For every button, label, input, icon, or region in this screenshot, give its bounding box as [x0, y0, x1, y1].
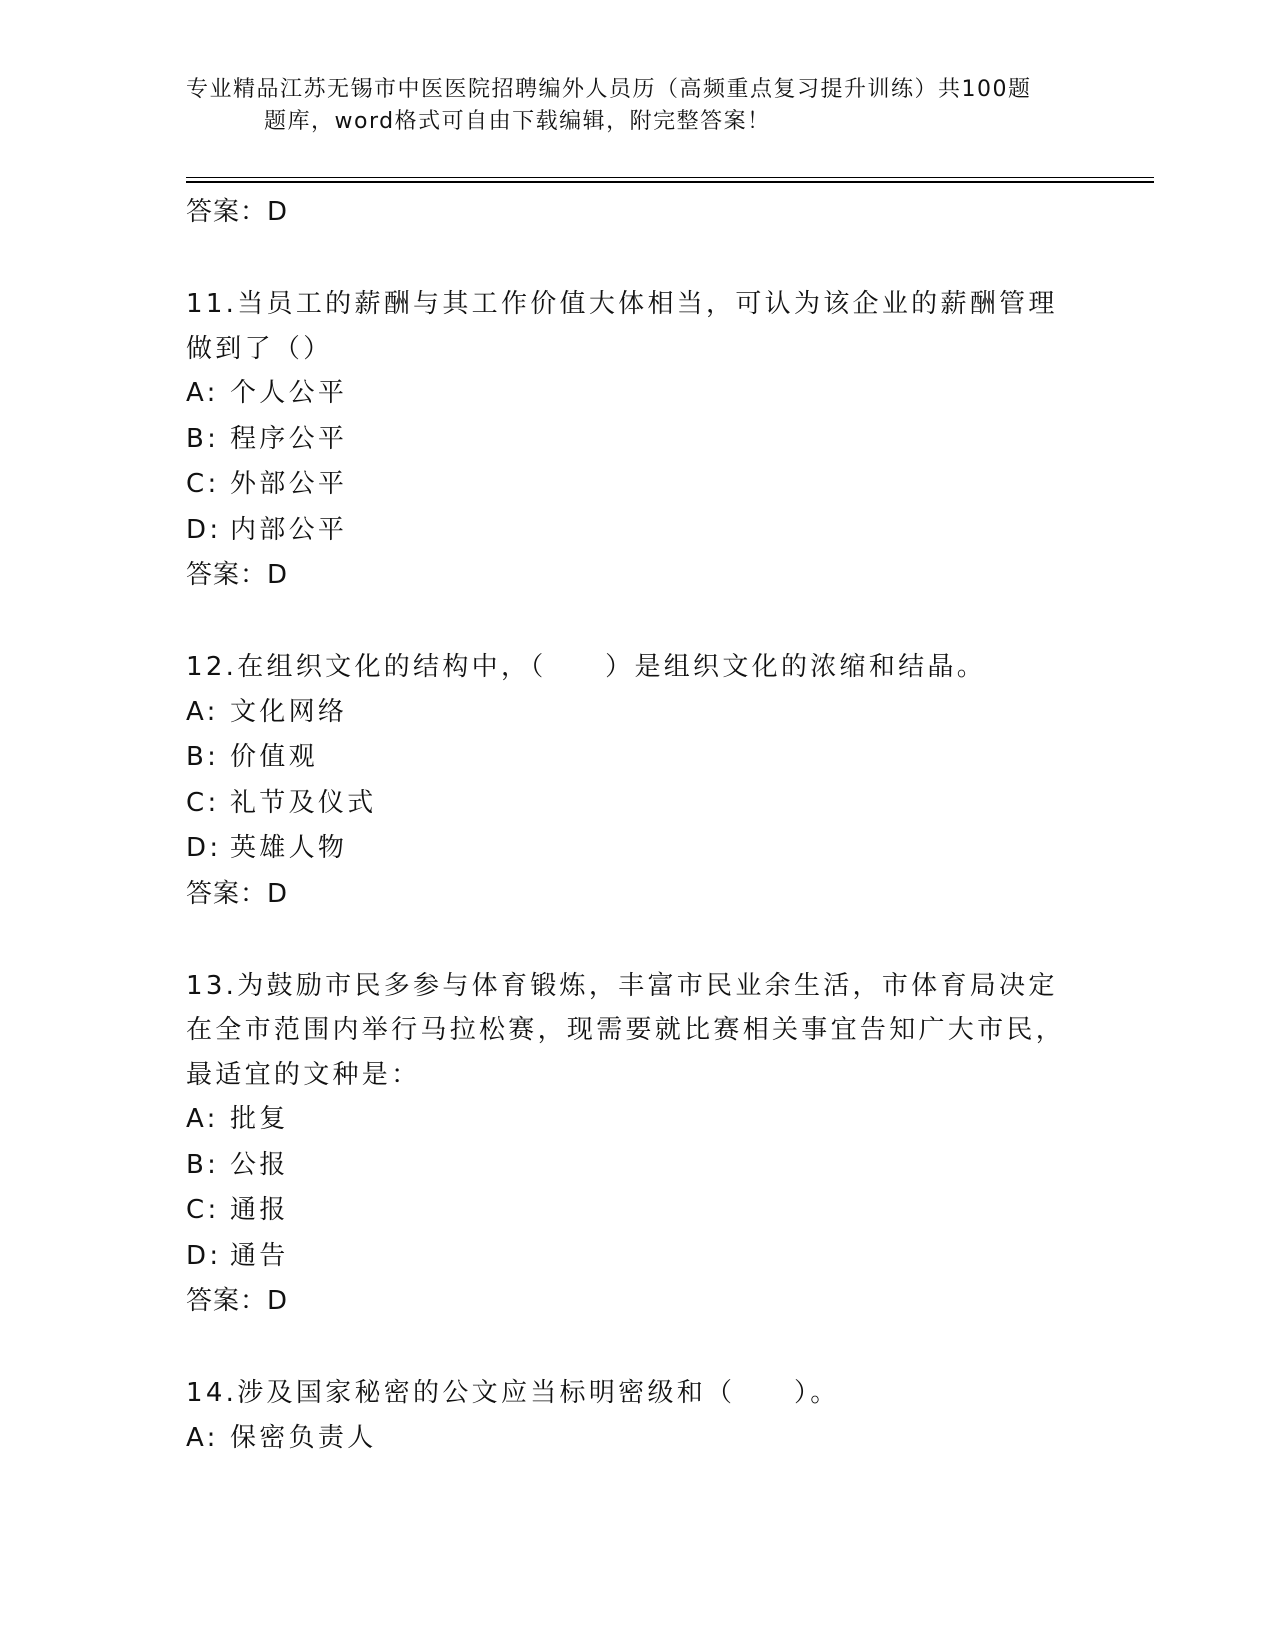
option-b — [186, 1143, 1086, 1189]
option-a — [186, 690, 1086, 736]
option-text: 通报 — [230, 1195, 289, 1225]
option-b — [186, 417, 1086, 463]
question-text: 12.在组织文化的结构中，（ ）是组织文化的浓缩和结晶。 — [186, 652, 987, 682]
option-c — [186, 462, 1086, 508]
option-key: A: — [186, 1422, 219, 1453]
header-rule-thin — [186, 177, 1154, 178]
option-b — [186, 735, 1086, 781]
option-key: C: — [186, 1195, 220, 1225]
option-text: 个人公平 — [230, 378, 348, 408]
question-14 — [186, 1371, 1086, 1461]
question-11 — [186, 282, 1086, 597]
option-key: B: — [186, 1149, 220, 1180]
option-key: D: — [186, 514, 222, 545]
question-text: 14.涉及国家秘密的公文应当标明密级和（ ）。 — [186, 1378, 840, 1408]
answer-line: 答案：D — [186, 197, 289, 227]
question-text: 11.当员工的薪酬与其工作价值大体相当，可认为该企业的薪酬管理做到了（） — [186, 289, 1058, 364]
option-c — [186, 1188, 1086, 1234]
question-text: 13.为鼓励市民多参与体育锻炼，丰富市民业余生活，市体育局决定在全市范围内举行马拉松赛，现需要就比赛相关事宜告知广大市民，最适宜的文种是： — [186, 970, 1066, 1090]
option-d — [186, 1234, 1086, 1280]
header-rule-thick — [186, 181, 1154, 183]
answer-line: 答案：D — [186, 878, 289, 909]
document-header — [186, 74, 1086, 138]
option-key: C: — [186, 787, 220, 818]
document-body — [186, 190, 1086, 1461]
option-text: 程序公平 — [230, 423, 348, 454]
option-text: 文化网络 — [230, 696, 348, 727]
option-text: 保密负责人 — [230, 1422, 377, 1453]
option-d — [186, 826, 1086, 872]
option-a — [186, 371, 1086, 417]
question-13 — [186, 964, 1086, 1324]
option-c — [186, 781, 1086, 827]
question-12 — [186, 645, 1086, 916]
option-text: 英雄人物 — [230, 833, 348, 863]
option-a — [186, 1097, 1086, 1143]
option-key: A: — [186, 378, 219, 408]
option-text: 批复 — [230, 1104, 289, 1134]
option-a — [186, 1416, 1086, 1462]
answer-line: 答案：D — [186, 1286, 289, 1316]
option-text: 外部公平 — [230, 469, 348, 499]
option-key: A: — [186, 696, 219, 727]
option-key: B: — [186, 742, 220, 772]
header-line-1: 专业精品江苏无锡市中医医院招聘编外人员历（高频重点复习提升训练）共100题 — [186, 77, 1032, 102]
option-key: D: — [186, 1240, 222, 1271]
option-key: B: — [186, 423, 220, 454]
option-text: 礼节及仪式 — [230, 787, 377, 818]
option-text: 价值观 — [230, 742, 318, 772]
answer-line: 答案：D — [186, 560, 289, 590]
option-text: 内部公平 — [230, 514, 348, 545]
header-line-2: 题库，word格式可自由下载编辑，附完整答案！ — [264, 109, 771, 134]
option-text: 公报 — [230, 1149, 289, 1180]
option-key: A: — [186, 1104, 219, 1134]
option-key: D: — [186, 833, 222, 863]
option-text: 通告 — [230, 1240, 289, 1271]
option-d — [186, 508, 1086, 554]
option-key: C: — [186, 469, 220, 499]
